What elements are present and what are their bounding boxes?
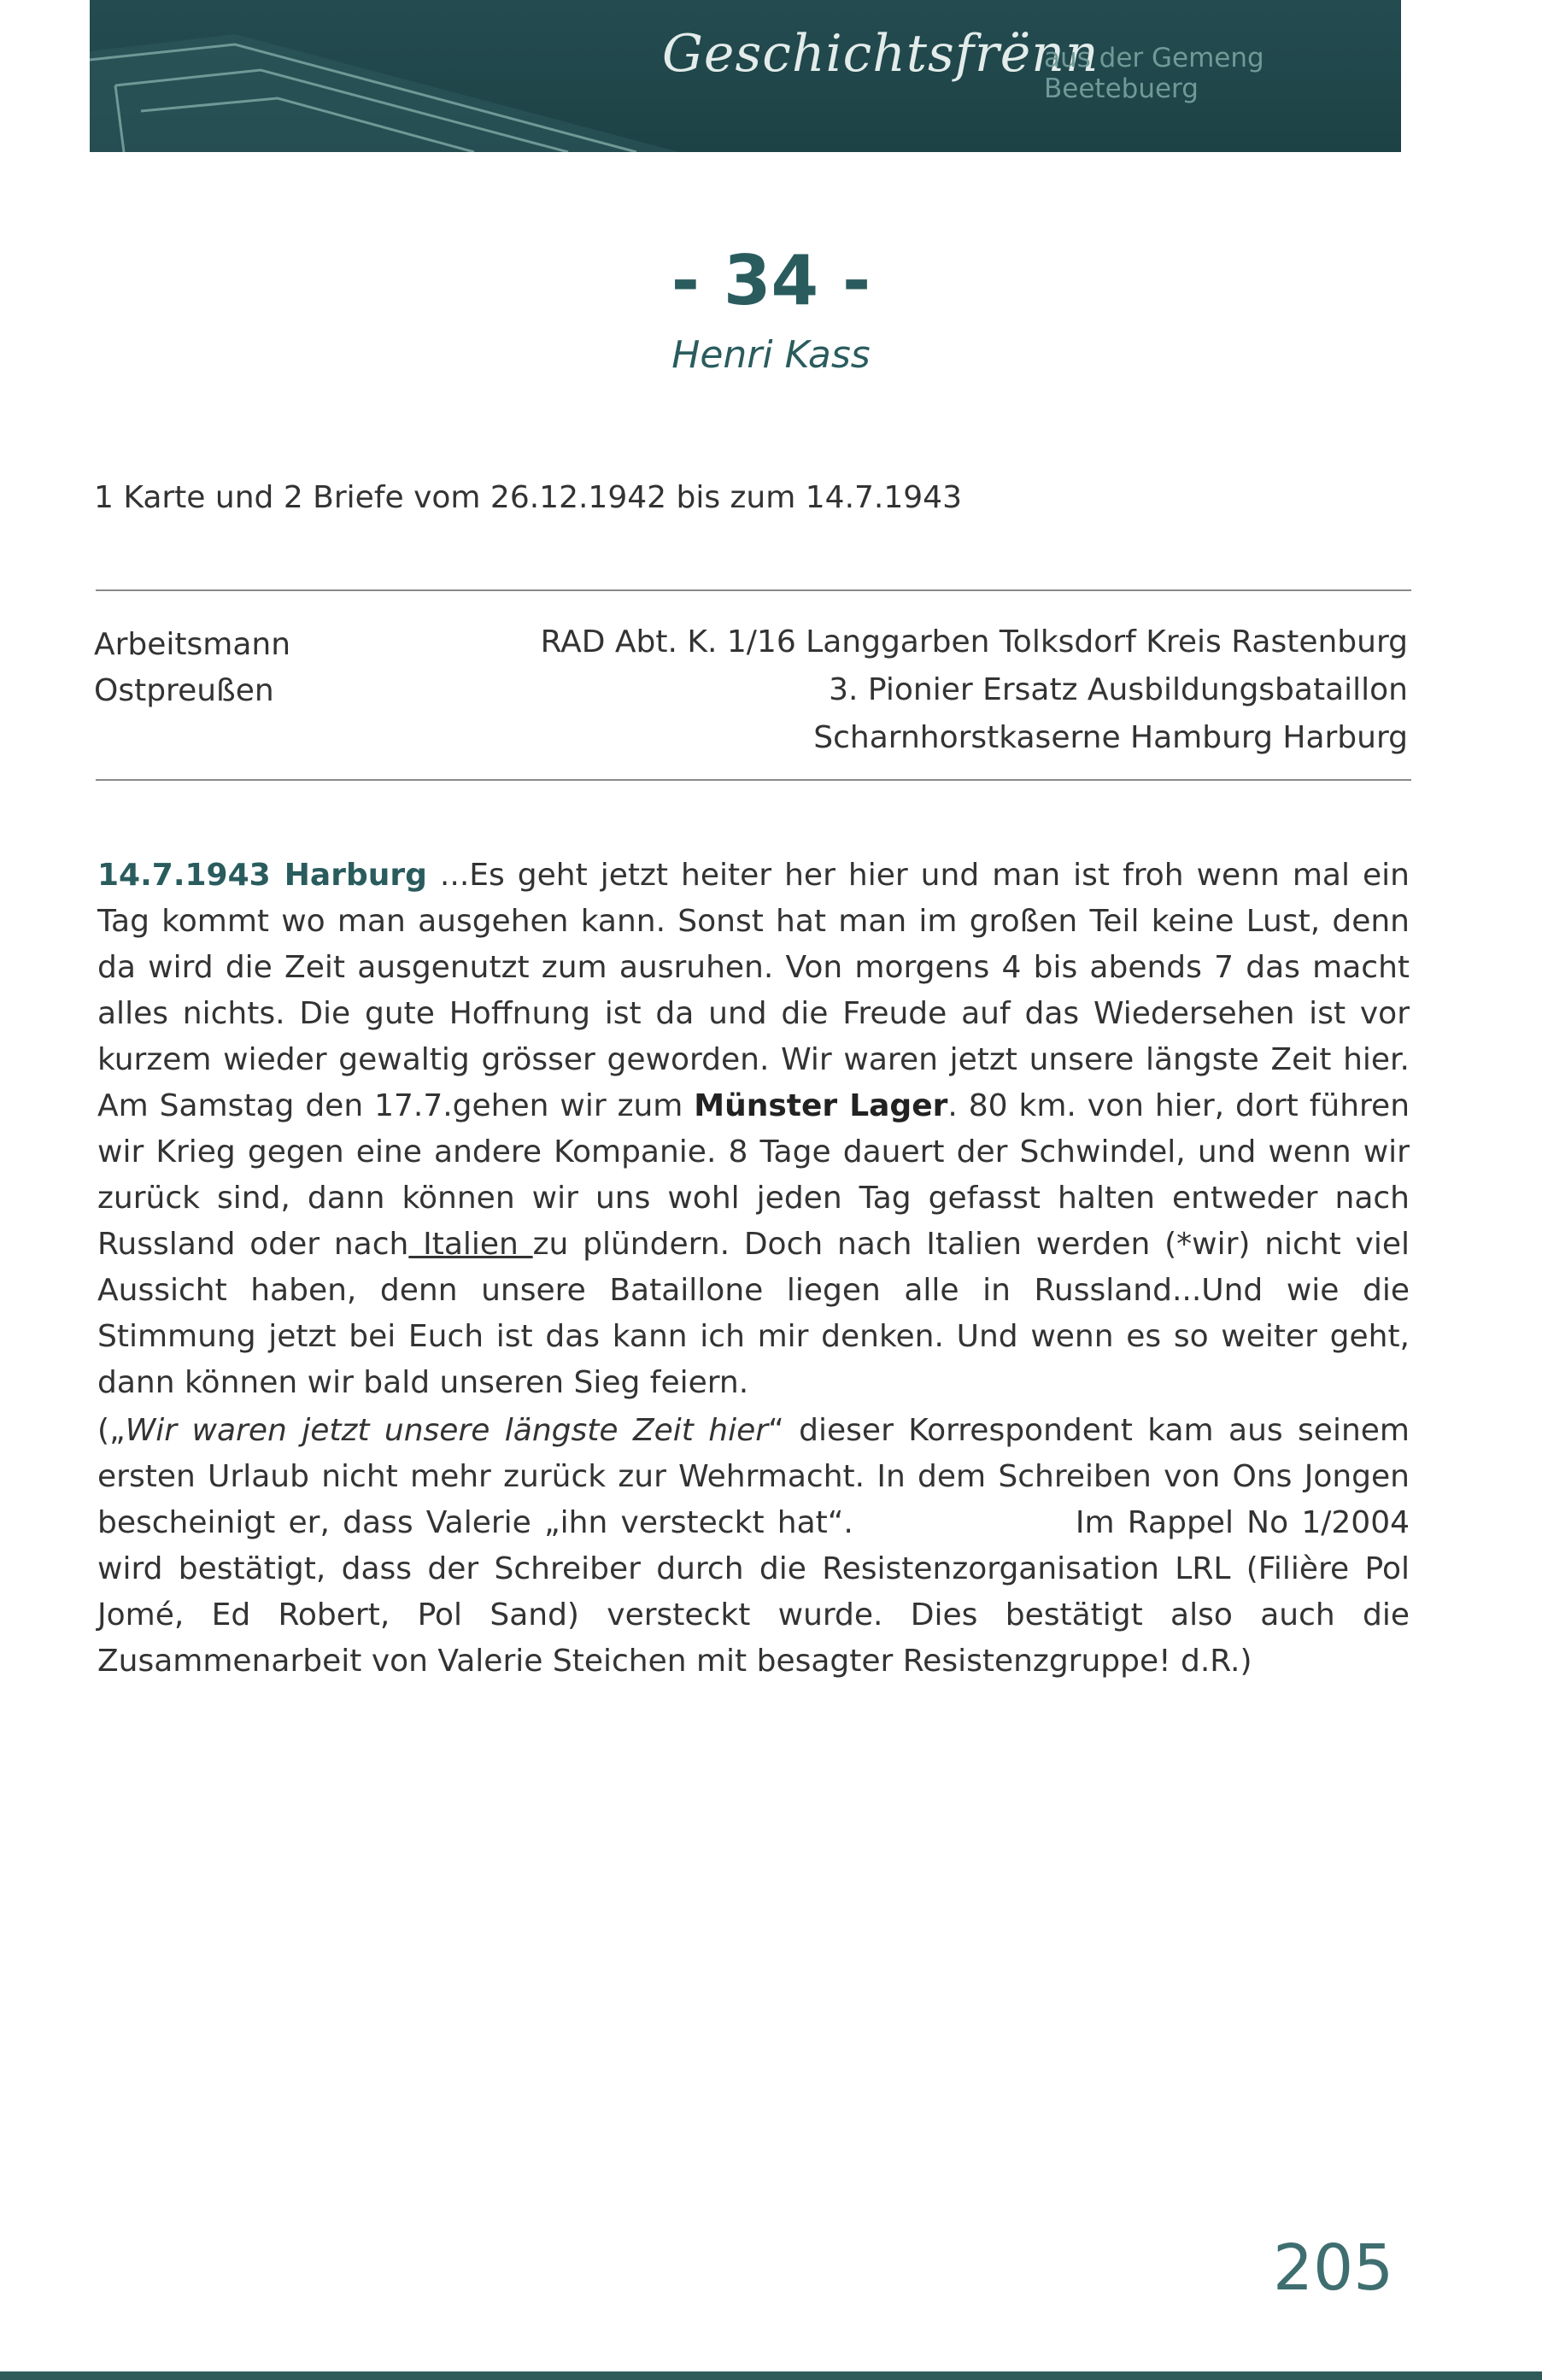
unit-line-3: Scharnhorstkaserne Hamburg Harburg (813, 720, 1408, 755)
note-text-1: “ dieser Korrespondent kam aus seinem ersten Urlaub nicht mehr zurück zur Wehrmacht. In dem Schreiben von Ons Jongen bescheinigt er, dass Valerie „ihn versteckt hat“. (97, 1413, 1410, 1540)
entry-name: Henri Kass (671, 333, 871, 377)
note-quote: Wir waren jetzt unsere längste Zeit hier (125, 1413, 769, 1448)
publication-subtitle: aus der Gemeng Beetebuerg (1044, 43, 1264, 104)
unit-line-1: RAD Abt. K. 1/16 Langgarben Tolksdorf Kreis Rastenburg (540, 624, 1408, 659)
letter-text-1: ...Es geht jetzt heiter her hier und man ist froh wenn mal ein Tag kommt wo man ausgehen kann. Sonst hat man im großen Teil keine Lust, denn da wird die Zeit ausgenutzt zum ausruhen. Von morgens 4 bis abends 7 das macht alles nichts. Die gute Hoffnung ist da und die Freude auf das Wiedersehen ist vor kurzem wieder gewaltig grösser geworden. Wir waren jetzt unsere längste Zeit hier. Am Samstag den 17.7.gehen wir zum (97, 858, 1410, 1123)
publication-title: Geschichtsfrënn (662, 24, 1099, 84)
letter-date-place: 14.7.1943 Harburg (97, 858, 427, 893)
bottom-divider (96, 779, 1411, 781)
region-line: Ostpreußen (94, 673, 274, 708)
letter-text-2: . 80 km. von hier, dort führen wir Krieg gegen eine andere Kompanie. 8 Tage dauert der Schwindel, und wenn wir zurück sind, dann können wir uns wohl jeden Tag gefasst halten entweder nach Russland oder nach (97, 1088, 1410, 1262)
rank-block (94, 622, 290, 714)
letter-text-3: zu plündern. Doch nach Italien werden (*wir) nicht viel Aussicht haben, denn unsere Bataillone liegen alle in Russland...Und wie die Stimmung jetzt bei Euch ist das kann ich mir denken. Und wenn es so weiter geht, dann können wir bald unseren Sieg feiern. (97, 1227, 1410, 1400)
entry-number: - 34 - (671, 241, 871, 320)
note-open: („ (97, 1413, 126, 1448)
top-divider (96, 589, 1411, 591)
page-number: 205 (1273, 2231, 1394, 2305)
note-text-2: Im Rappel No 1/2004 wird bestätigt, dass der Schreiber durch die Resistenzorganisation LRL (Filière Pol Jomé, Ed Robert, Pol Sand) versteckt wurde. Dies bestätigt also auch die Zusammenarbeit von Valerie Steichen mit besagter Resistenzgruppe! d.R.) (97, 1505, 1410, 1679)
letter-underlined-word: Italien (408, 1227, 533, 1262)
header-band (90, 0, 1401, 152)
correspondence-summary: 1 Karte und 2 Briefe vom 26.12.1942 bis zum 14.7.1943 (94, 480, 962, 515)
unit-line-2: 3. Pionier Ersatz Ausbildungsbataillon (829, 672, 1408, 707)
editor-note (97, 1408, 1410, 1685)
bottom-edge (0, 2371, 1542, 2380)
unit-block (427, 618, 1408, 762)
rank-line: Arbeitsmann (94, 627, 291, 662)
letter-bold-place: Münster Lager (694, 1088, 948, 1123)
letter-excerpt (97, 853, 1410, 1406)
